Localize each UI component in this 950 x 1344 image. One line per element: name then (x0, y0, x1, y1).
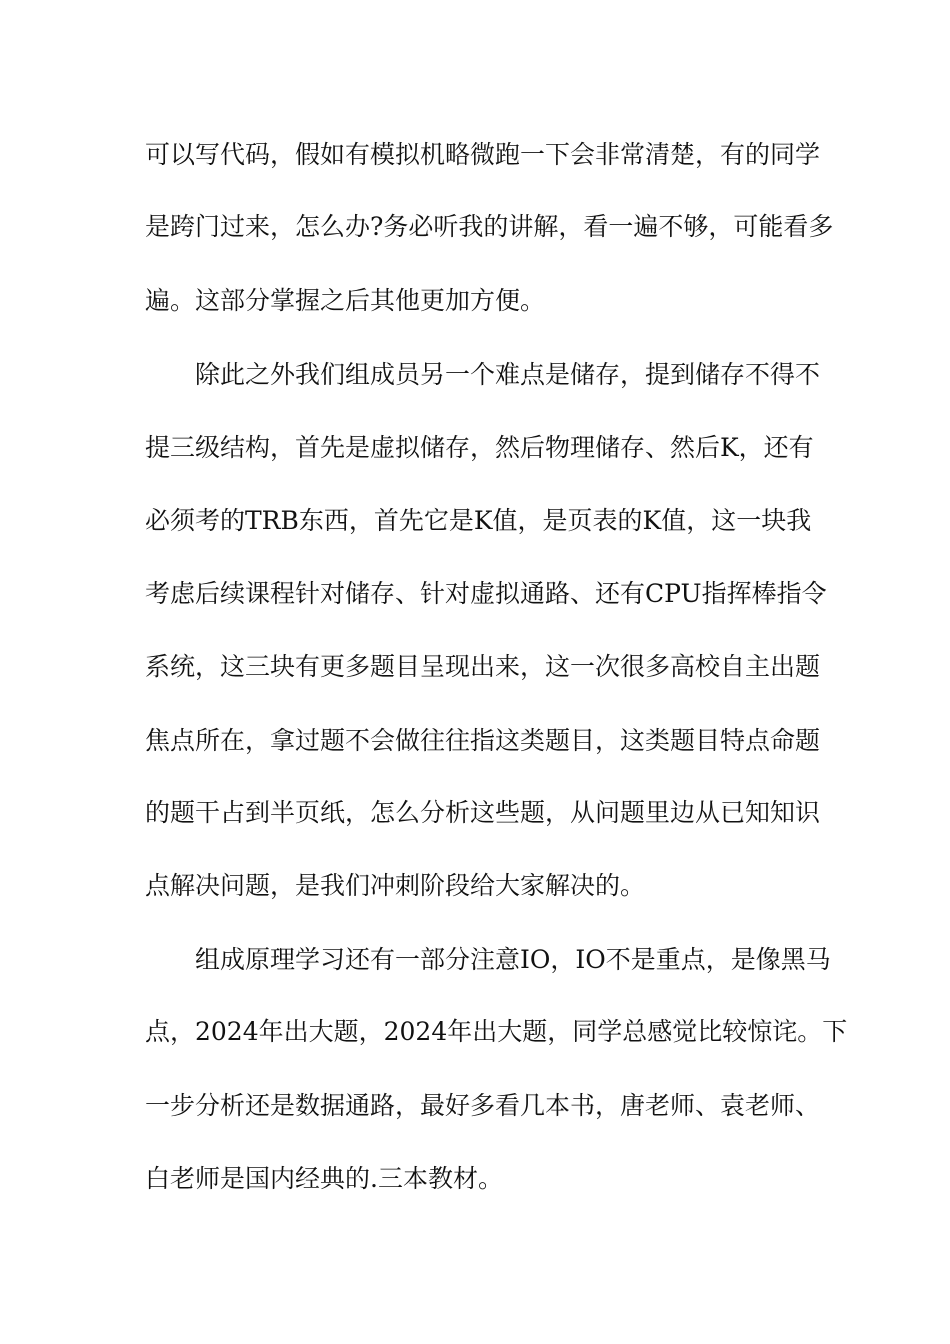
paragraph-line: 除此之外我们组成员另一个难点是储存，提到储存不得不 (195, 360, 821, 389)
paragraph-line: 系统，这三块有更多题目呈现出来，这一次很多高校自主出题 (145, 652, 821, 681)
paragraph-line: 组成原理学习还有一部分注意IO，IO不是重点，是像黑马 (195, 945, 831, 974)
paragraph-line: 点，2024年出大题，2024年出大题，同学总感觉比较惊诧。下 (145, 1017, 848, 1046)
paragraph-line: 可以写代码，假如有模拟机略微跑一下会非常清楚，有的同学 (145, 140, 821, 169)
document-body (145, 127, 848, 1207)
paragraph-line: 焦点所在，拿过题不会做往往指这类题目，这类题目特点命题 (145, 726, 821, 755)
paragraph-line: 的题干占到半页纸，怎么分析这些题，从问题里边从已知知识 (145, 798, 821, 827)
paragraph-line: 考虑后续课程针对储存、针对虚拟通路、还有CPU指挥棒指令 (145, 579, 827, 608)
paragraph-line: 白老师是国内经典的.三本教材。 (145, 1164, 503, 1193)
paragraph-line: 提三级结构，首先是虚拟储存，然后物理储存、然后K，还有 (145, 433, 814, 462)
paragraph-line: 是跨门过来，怎么办?务必听我的讲解，看一遍不够，可能看多 (145, 212, 834, 241)
paragraph-line: 必须考的TRB东西，首先它是K值，是页表的K值，这一块我 (145, 506, 812, 535)
paragraph-line: 点解决问题，是我们冲刺阶段给大家解决的。 (145, 871, 646, 900)
paragraph-line: 遍。这部分掌握之后其他更加方便。 (145, 286, 546, 315)
paragraph-line: 一步分析还是数据通路，最好多看几本书，唐老师、袁老师、 (145, 1091, 821, 1120)
